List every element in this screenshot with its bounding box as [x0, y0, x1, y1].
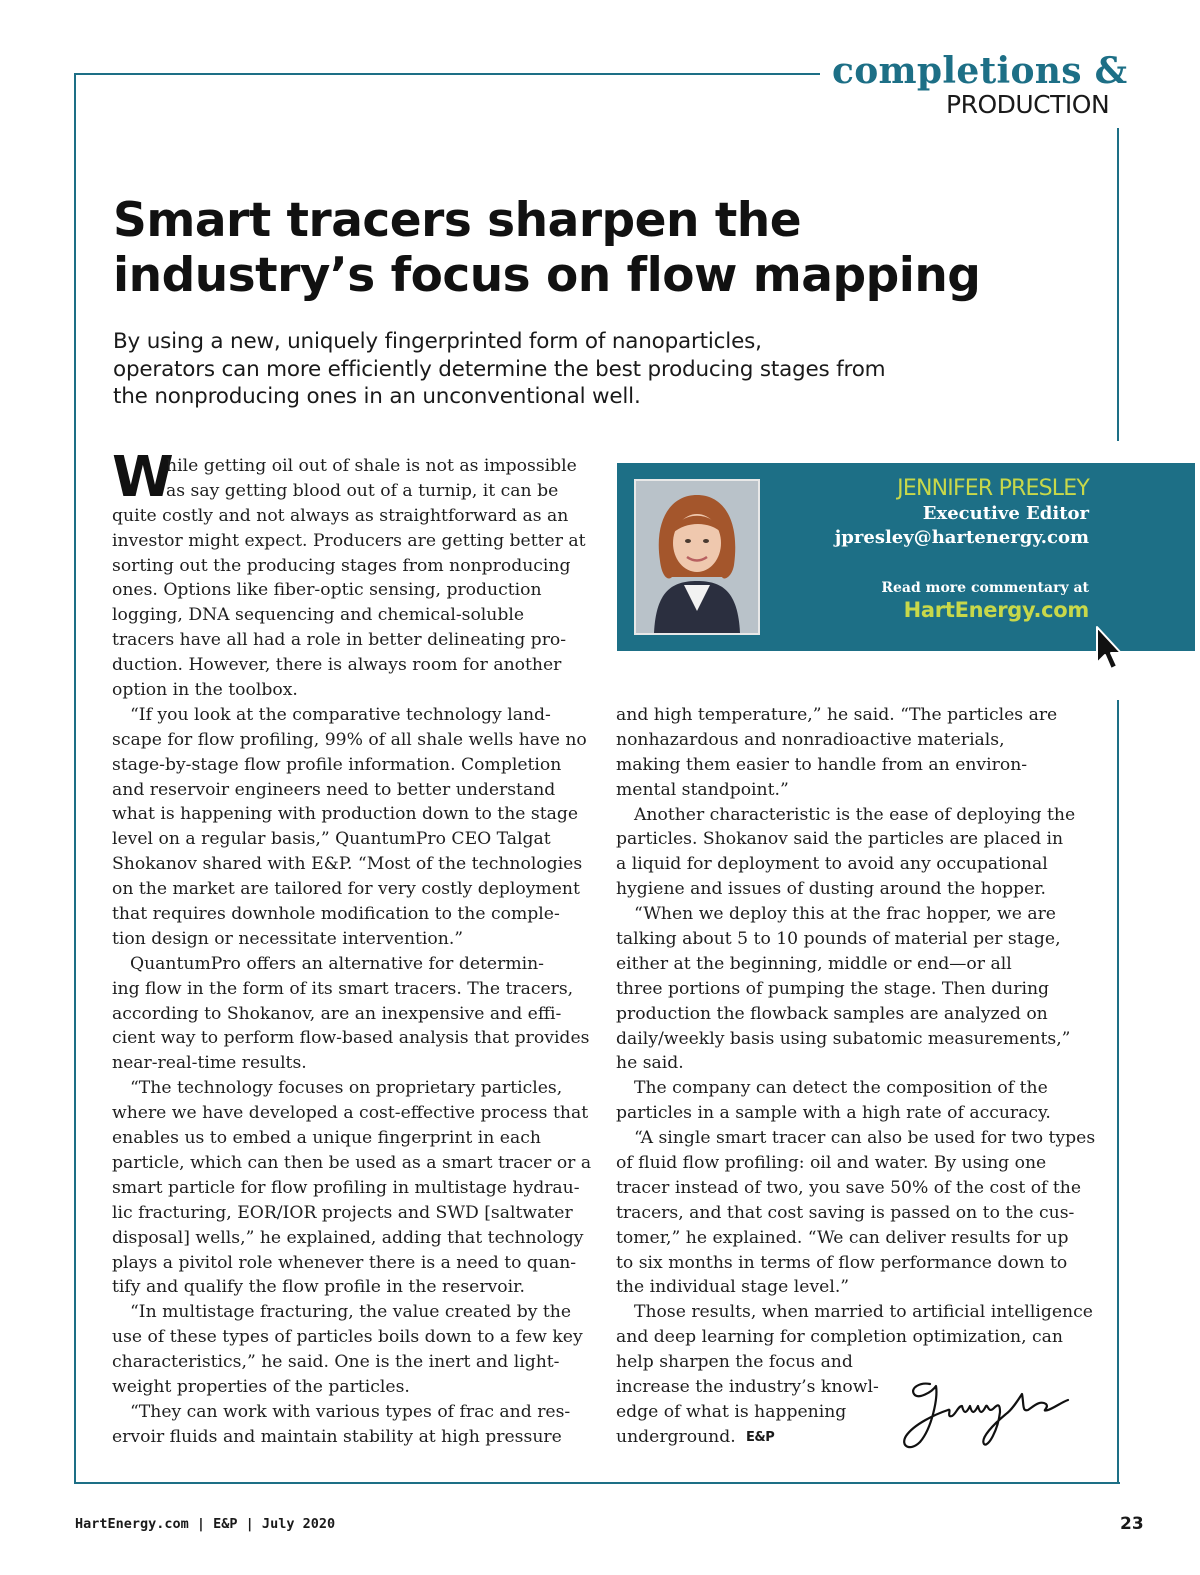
body-text-line: “When we deploy this at the frac hopper, we are: [634, 904, 1056, 925]
body-text-line: logging, DNA sequencing and chemical-soluble: [112, 605, 525, 626]
body-text-line: enables us to embed a unique fingerprint in each: [112, 1128, 541, 1149]
frame-right-rule-upper: [1117, 128, 1119, 441]
body-text-line: tracers, and that cost saving is passed on to the cus-: [616, 1202, 1075, 1223]
editor-name: JENNIFER PRESLEY: [897, 476, 1089, 501]
body-text-line: Shokanov shared with E&P. “Most of the technologies: [112, 854, 583, 875]
body-text-line: as say getting blood out of a turnip, it can be: [166, 480, 559, 501]
body-text-line: particle, which can then be used as a smart tracer or a: [112, 1152, 592, 1173]
body-text-line: particles. Shokanov said the particles are placed in: [616, 829, 1064, 850]
editor-photo: [634, 479, 760, 635]
body-text-line: tracers have all had a role in better delineating pro-: [112, 630, 567, 651]
headline-line: industry’s focus on flow mapping: [113, 248, 981, 303]
body-text-line: tion design or necessitate intervention.”: [112, 928, 464, 949]
body-text-line: and high temperature,” he said. “The particles are: [616, 705, 1058, 725]
body-text-line: stage-by-stage flow profile information. Completion: [112, 754, 562, 775]
body-text-line: characteristics,” he said. One is the inert and light-: [112, 1352, 560, 1373]
body-text-line: “A single smart tracer can also be used for two types: [634, 1128, 1096, 1149]
body-text-line: nonhazardous and nonradioactive materials,: [616, 729, 1005, 750]
body-column-right: [616, 703, 1096, 1450]
body-text-line: help sharpen the focus and: [616, 1352, 853, 1373]
section-subtitle: PRODUCTION: [946, 90, 1110, 119]
body-text-line: The company can detect the composition of the: [634, 1078, 1048, 1099]
body-text-line: daily/weekly basis using subatomic measurements,”: [616, 1028, 1071, 1049]
editor-signature-icon: [890, 1370, 1075, 1455]
article-headline: [113, 193, 1073, 303]
body-text-line: according to Shokanov, are an inexpensive and effi-: [112, 1003, 562, 1024]
portrait-icon: [636, 481, 758, 633]
page-number: 23: [1120, 1514, 1144, 1534]
section-title: completions &: [832, 50, 1128, 92]
body-text-line: cient way to perform flow-based analysis that provides: [112, 1028, 590, 1049]
body-text-line: either at the beginning, middle or end—or all: [616, 953, 1012, 974]
body-text-line: of fluid flow profiling: oil and water. By using one: [616, 1153, 1047, 1174]
frame-right-rule-lower: [1117, 700, 1119, 1484]
body-text-line: QuantumPro offers an alternative for determin-: [130, 953, 544, 974]
body-text-line: ing flow in the form of its smart tracers. The tracers,: [112, 978, 574, 999]
body-text-line: tomer,” he explained. “We can deliver results for up: [616, 1227, 1069, 1248]
body-text-line: the individual stage level.”: [616, 1277, 850, 1298]
body-text-line: plays a pivitol role whenever there is a need to quan-: [112, 1252, 577, 1273]
body-text-line: talking about 5 to 10 pounds of material per stage,: [616, 929, 1061, 950]
body-text-line: investor might expect. Producers are getting better at: [112, 530, 586, 551]
body-text-line: scape for flow profiling, 99% of all shale wells have no: [112, 729, 587, 750]
body-text-line: increase the industry’s knowl-: [616, 1377, 879, 1398]
body-text-line: mental standpoint.”: [616, 779, 789, 800]
body-text-line: option in the toolbox.: [112, 680, 298, 701]
body-text-line: he said.: [616, 1053, 684, 1074]
body-text-line: quite costly and not always as straightforward as an: [112, 505, 569, 526]
body-text-line: duction. However, there is always room for another: [112, 655, 562, 676]
body-text-line: on the market are tailored for very costly deployment: [112, 879, 580, 900]
body-text-line: hile getting oil out of shale is not as impossible: [166, 456, 577, 476]
body-text-line: what is happening with production down to the stage: [112, 804, 579, 825]
frame-top-rule: [74, 73, 820, 75]
body-text-line: where we have developed a cost-effective process that: [112, 1103, 589, 1124]
editor-title: Executive Editor: [922, 503, 1089, 524]
body-text-line: three portions of pumping the stage. Then during: [616, 978, 1050, 999]
body-text-line: “In multistage fracturing, the value created by the: [130, 1302, 572, 1323]
body-text-line: production the flowback samples are analyzed on: [616, 1003, 1048, 1024]
body-text-line: smart particle for flow profiling in multistage hydrau-: [112, 1177, 580, 1198]
body-text-line: near-real-time results.: [112, 1053, 307, 1074]
body-text-line: Another characteristic is the ease of deploying the: [634, 804, 1076, 825]
frame-left-rule: [74, 73, 76, 1484]
body-text-line: a liquid for deployment to avoid any occupational: [616, 854, 1048, 875]
deck-line: the nonproducing ones in an unconventional well.: [113, 384, 641, 409]
headline-line: Smart tracers sharpen the: [113, 193, 802, 248]
frame-bottom-rule: [74, 1482, 1120, 1484]
body-text-line: “They can work with various types of frac and res-: [130, 1401, 571, 1422]
body-column-left: [112, 454, 592, 1450]
body-text-line: level on a regular basis,” QuantumPro CEO Talgat: [112, 829, 551, 850]
article-deck: [113, 328, 993, 411]
body-text-line: and reservoir engineers need to better understand: [112, 779, 556, 800]
body-text-line: use of these types of particles boils down to a few key: [112, 1327, 583, 1348]
body-text-line: that requires downhole modification to the comple-: [112, 904, 560, 925]
deck-line: operators can more efficiently determine the best producing stages from: [113, 356, 886, 382]
end-mark-logo: E&P: [746, 1430, 775, 1445]
body-text-line: weight properties of the particles.: [112, 1376, 410, 1397]
body-text-line: disposal] wells,” he explained, adding that technology: [112, 1227, 584, 1248]
body-text-line: sorting out the producing stages from nonproducing: [112, 555, 571, 576]
read-more-label: Read more commentary at: [881, 580, 1089, 596]
body-text-line: “If you look at the comparative technology land-: [130, 704, 551, 725]
editor-email-link[interactable]: jpresley@hartenergy.com: [834, 527, 1089, 548]
body-text-line: underground.: [616, 1426, 736, 1447]
body-text-line: and deep learning for completion optimization, can: [616, 1327, 1063, 1348]
body-text-line: particles in a sample with a high rate of accuracy.: [616, 1103, 1051, 1124]
body-text-line: making them easier to handle from an environ-: [616, 754, 1028, 775]
body-text-line: ones. Options like fiber-optic sensing, production: [112, 580, 542, 601]
page-footer: HartEnergy.com | E&P | July 2020: [75, 1516, 336, 1532]
body-text-line: tracer instead of two, you save 50% of the cost of the: [616, 1177, 1082, 1198]
body-text-line: to six months in terms of flow performance down to: [616, 1252, 1068, 1273]
deck-line: By using a new, uniquely fingerprinted form of nanoparticles,: [113, 329, 762, 354]
body-text-line: hygiene and issues of dusting around the hopper.: [616, 879, 1047, 900]
body-text-line: lic fracturing, EOR/IOR projects and SWD [saltwater: [112, 1202, 573, 1223]
body-text-line: “The technology focuses on proprietary particles,: [130, 1078, 563, 1099]
body-text-line: tify and qualify the flow profile in the reservoir.: [112, 1277, 525, 1298]
body-text-line: Those results, when married to artificial intelligence: [634, 1302, 1093, 1323]
mouse-pointer-icon: [1094, 625, 1122, 673]
drop-cap: W: [112, 445, 174, 510]
body-text-line: ervoir fluids and maintain stability at high pressure: [112, 1426, 562, 1447]
body-text-line: edge of what is happening: [616, 1401, 847, 1422]
hartenergy-link[interactable]: HartEnergy.com: [903, 598, 1089, 622]
